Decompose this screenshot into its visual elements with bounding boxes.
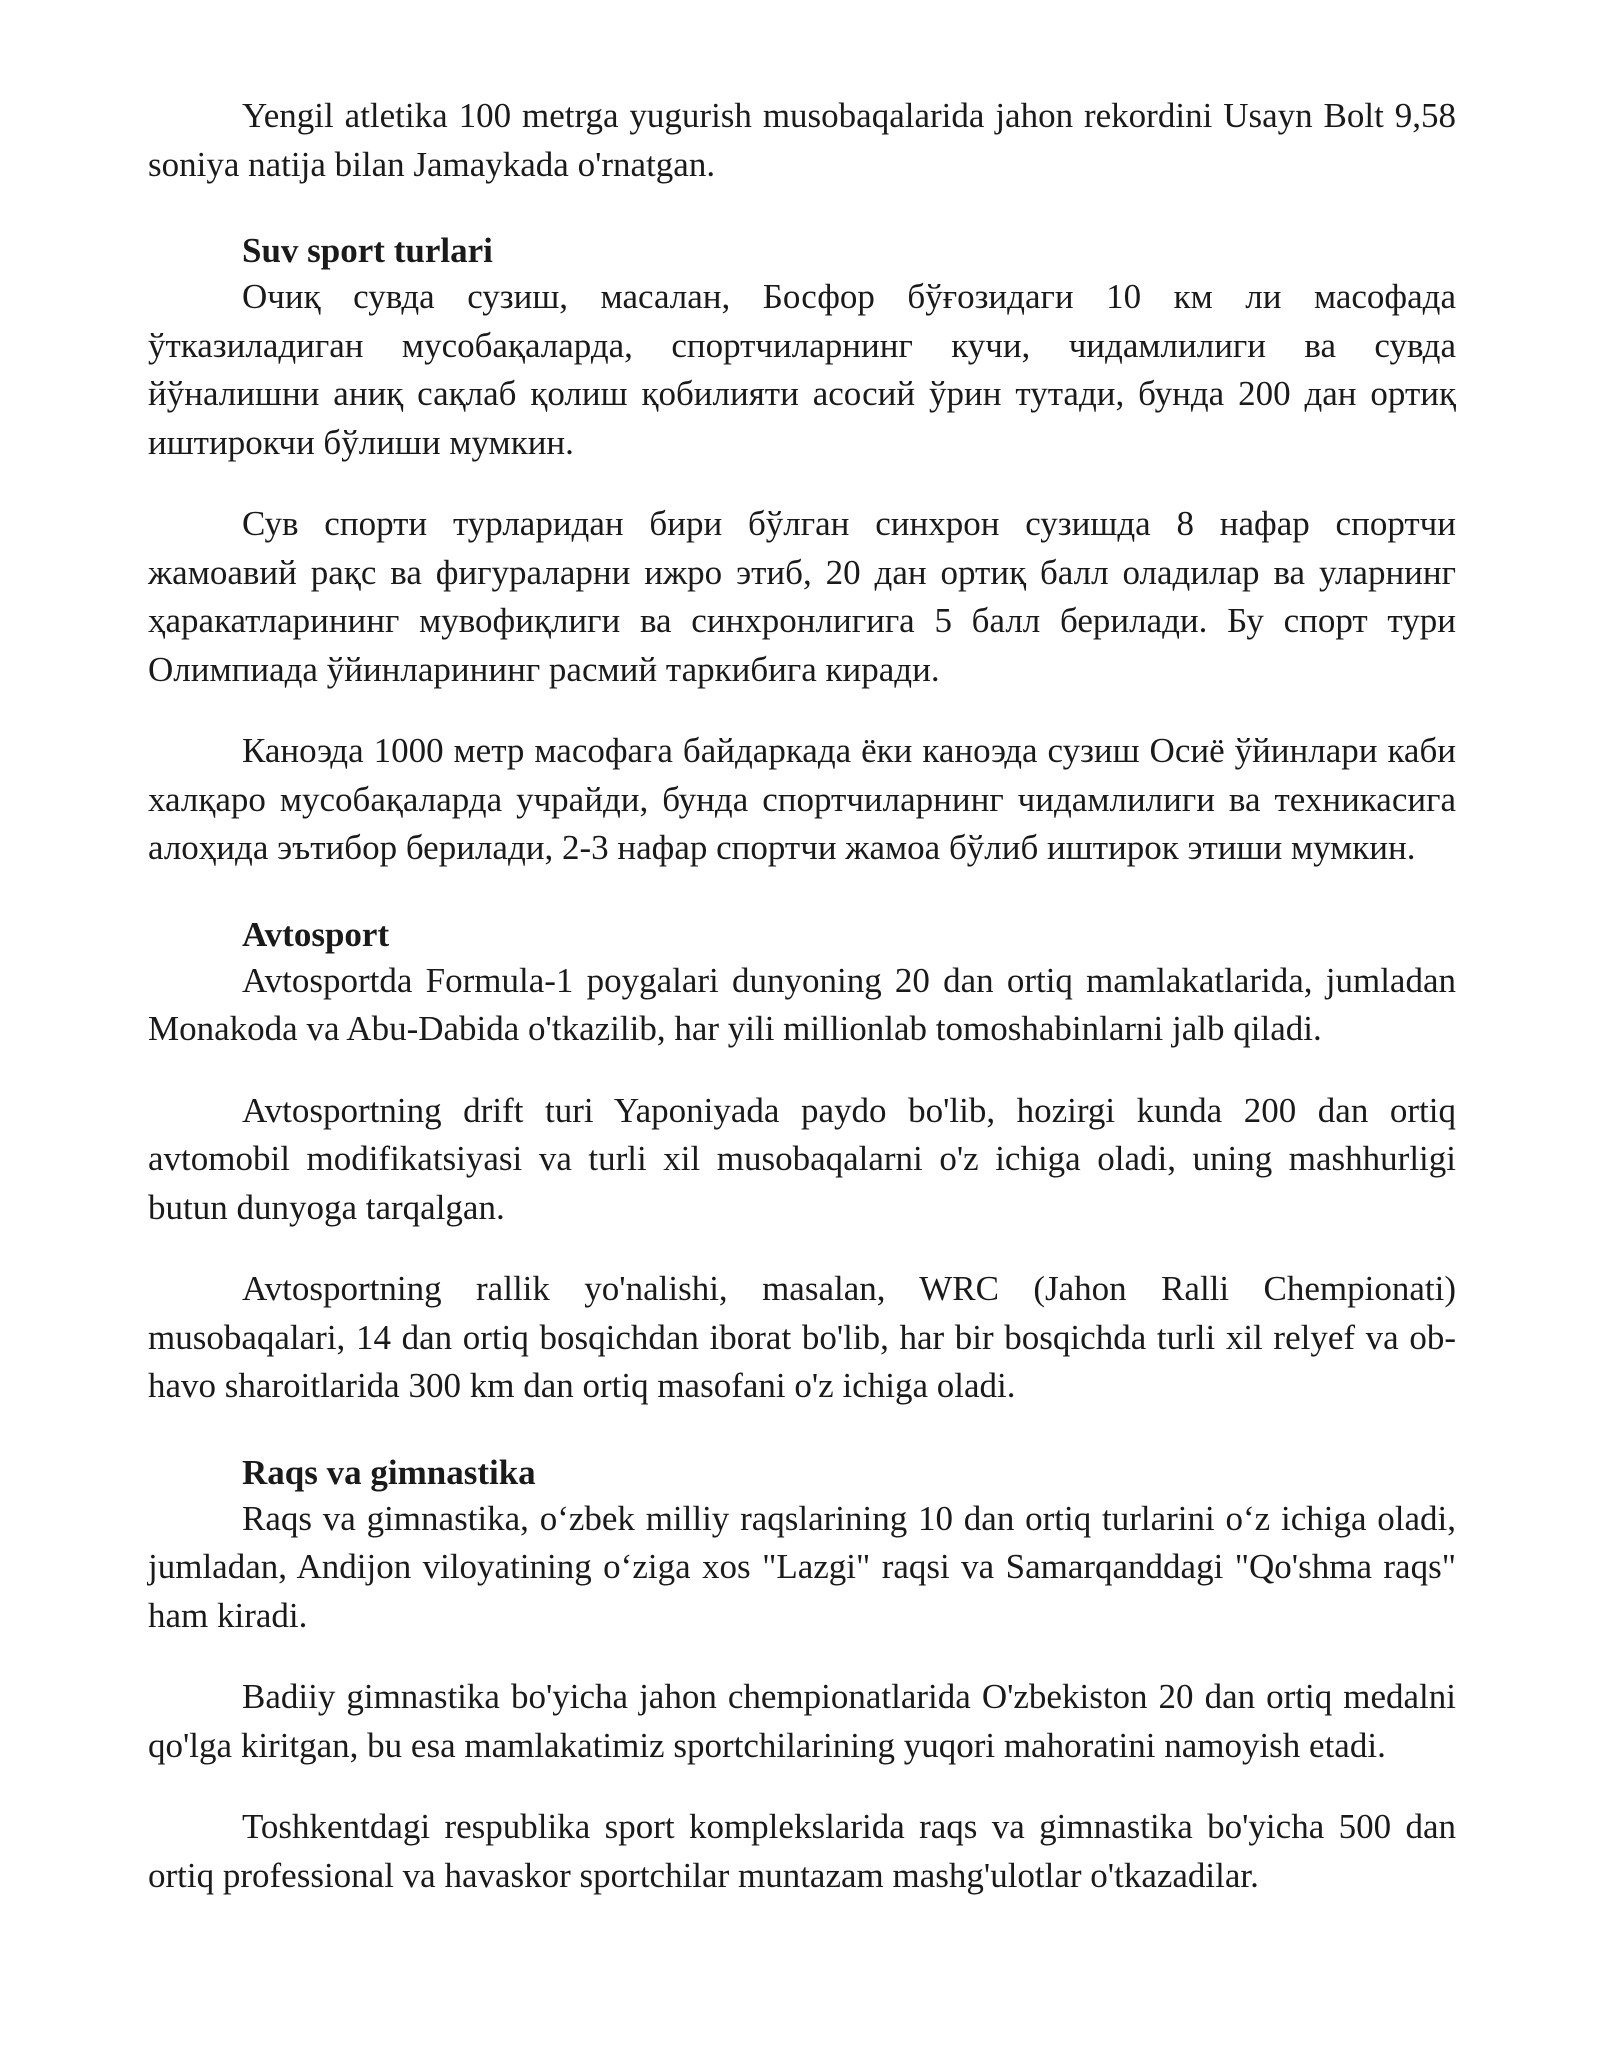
paragraph-drift: Avtosportning drift turi Yaponiyada paydo bo'lib, hozirgi kunda 200 dan ortiq avtomobil modifikatsiyasi va turli xil musobaqalarni o'z ichiga oladi, uning mashhurligi butun dunyoga tarqalgan. xyxy=(148,1090,1456,1227)
paragraph-athletics-record: Yengil atletika 100 metrga yugurish musobaqalarida jahon rekordini Usayn Bolt 9,58 soniya natija bilan Jamaykada o'rnatgan. xyxy=(148,96,1456,184)
paragraph-national-dances: Raqs va gimnastika, oʻzbek milliy raqslarining 10 dan ortiq turlarini oʻz ichiga oladi, jumladan, Andijon viloyatining oʻziga xos "Lazgi" raqsi va Samarqanddagi "Qo'shma raqs" ham kiradi. xyxy=(148,1498,1456,1635)
paragraph-rhythmic-gymnastics: Badiiy gimnastika bo'yicha jahon chempionatlarida O'zbekiston 20 dan ortiq medalni qo'lga kiritgan, bu esa mamlakatimiz sportchilarining yuqori mahoratini namoyish etadi. xyxy=(148,1677,1456,1765)
document-page xyxy=(148,92,1456,1900)
paragraph-open-water-swimming: Очиқ сувда сузиш, масалан, Босфор бўғозидаги 10 км ли масофада ўтказиладиган мусобақаларда, спортчиларнинг кучи, чидамлилиги ва сувда йўналишни аниқ сақлаб қолиш қобилияти асосий ўрин тутади, бунда 200 дан ортиқ иштирокчи бўлиши мумкин. xyxy=(148,277,1456,462)
heading-dance-gymnastics: Raqs va gimnastika xyxy=(242,1452,536,1492)
paragraph-tashkent-complexes: Toshkentdagi respublika sport komplekslarida raqs va gimnastika bo'yicha 500 dan ortiq professional va havaskor sportchilar muntazam mashg'ulotlar o'tkazadilar. xyxy=(148,1807,1456,1895)
paragraph-rally: Avtosportning rallik yo'nalishi, masalan, WRC (Jahon Ralli Chempionati) musobaqalari, 14 dan ortiq bosqichdan iborat bo'lib, har bir bosqichda turli xil relyef va ob-havo sharoitlarida 300 km dan ortiq masofani o'z ichiga oladi. xyxy=(148,1269,1456,1405)
paragraph-synchronized-swimming: Сув спорти турларидан бири бўлган синхрон сузишда 8 нафар спортчи жамоавий рақс ва фигураларни ижро этиб, 20 дан ортиқ балл оладилар ва уларнинг ҳаракатларининг мувофиқлиги ва синхронлигига 5 балл берилади. Бу спорт тури Олимпиада ўйинларининг расмий таркибига киради. xyxy=(148,504,1456,689)
paragraph-canoeing: Каноэда 1000 метр масофага байдаркада ёки каноэда сузиш Осиё ўйинлари каби халқаро мусобақаларда учрайди, бунда спортчиларнинг чидамлилиги ва техникасига алоҳида эътибор берилади, 2-3 нафар спортчи жамоа бўлиб иштирок этиши мумкин. xyxy=(148,731,1456,867)
paragraph-formula-1: Avtosportda Formula-1 poygalari dunyoning 20 dan ortiq mamlakatlarida, jumladan Monakoda va Abu-Dabida o'tkazilib, har yili millionlab tomoshabinlarni jalb qiladi. xyxy=(148,960,1456,1048)
heading-water-sports: Suv sport turlari xyxy=(242,231,493,270)
heading-motorsport: Avtosport xyxy=(242,914,390,954)
